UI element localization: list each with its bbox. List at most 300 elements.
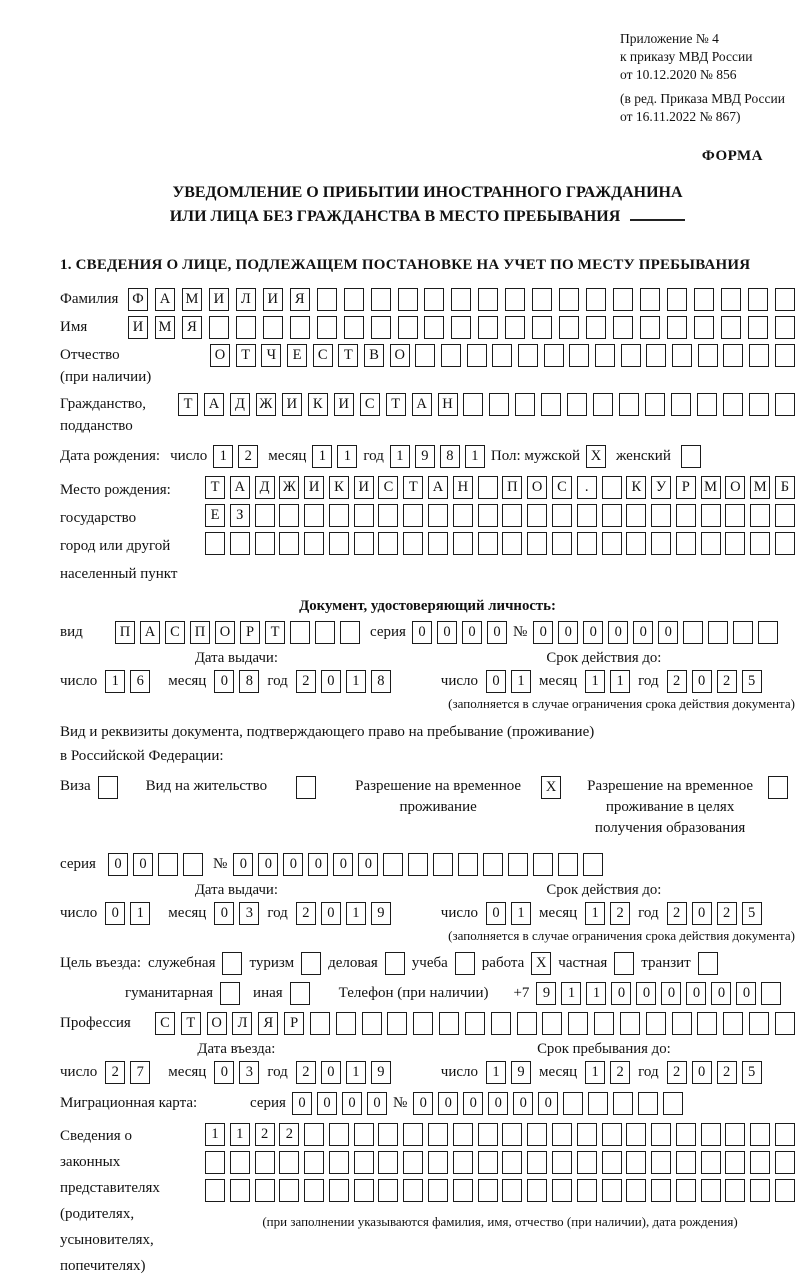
form-cell[interactable]: И	[263, 288, 283, 311]
form-cell[interactable]	[567, 393, 587, 416]
form-cell[interactable]	[205, 1179, 225, 1202]
form-cell[interactable]: И	[282, 393, 302, 416]
form-cell[interactable]	[371, 288, 391, 311]
form-cell[interactable]	[640, 316, 660, 339]
form-cell[interactable]: 2	[667, 1061, 687, 1084]
form-cell[interactable]	[761, 982, 781, 1005]
form-cell[interactable]	[626, 1179, 646, 1202]
form-cell[interactable]: 1	[230, 1123, 250, 1146]
form-cell[interactable]	[439, 1012, 459, 1035]
form-cell[interactable]	[595, 344, 615, 367]
form-cell[interactable]	[775, 532, 795, 555]
form-cell[interactable]	[542, 1012, 562, 1035]
form-cell[interactable]: Е	[205, 504, 225, 527]
form-cell[interactable]: 0	[367, 1092, 387, 1115]
form-cell[interactable]: Ч	[261, 344, 281, 367]
form-cell[interactable]	[403, 1123, 423, 1146]
form-cell[interactable]: И	[304, 476, 324, 499]
form-cell[interactable]: 0	[661, 982, 681, 1005]
form-cell[interactable]	[205, 1151, 225, 1174]
form-cell[interactable]	[502, 1123, 522, 1146]
form-cell[interactable]: П	[190, 621, 210, 644]
form-cell[interactable]: К	[626, 476, 646, 499]
form-cell[interactable]	[428, 1179, 448, 1202]
form-cell[interactable]	[613, 316, 633, 339]
form-cell[interactable]	[378, 1151, 398, 1174]
form-cell[interactable]: И	[354, 476, 374, 499]
form-cell[interactable]	[255, 1179, 275, 1202]
form-cell[interactable]	[403, 1151, 423, 1174]
form-cell[interactable]	[544, 344, 564, 367]
form-cell[interactable]: X	[531, 952, 551, 975]
form-cell[interactable]	[697, 393, 717, 416]
form-cell[interactable]	[602, 532, 622, 555]
form-cell[interactable]	[750, 1123, 770, 1146]
form-cell[interactable]	[354, 532, 374, 555]
form-cell[interactable]	[527, 504, 547, 527]
form-cell[interactable]	[387, 1012, 407, 1035]
form-cell[interactable]: 0	[736, 982, 756, 1005]
form-cell[interactable]: 0	[321, 902, 341, 925]
form-cell[interactable]	[552, 504, 572, 527]
form-cell[interactable]: О	[207, 1012, 227, 1035]
form-cell[interactable]	[775, 1123, 795, 1146]
form-cell[interactable]	[775, 504, 795, 527]
form-cell[interactable]: Р	[240, 621, 260, 644]
form-cell[interactable]	[428, 1123, 448, 1146]
form-cell[interactable]: О	[390, 344, 410, 367]
form-cell[interactable]: Е	[287, 344, 307, 367]
form-cell[interactable]: 1	[312, 445, 332, 468]
form-cell[interactable]	[725, 1179, 745, 1202]
form-cell[interactable]	[398, 288, 418, 311]
form-cell[interactable]: 0	[463, 1092, 483, 1115]
form-cell[interactable]	[304, 1123, 324, 1146]
form-cell[interactable]	[698, 952, 718, 975]
form-cell[interactable]	[552, 532, 572, 555]
form-cell[interactable]: 0	[611, 982, 631, 1005]
form-cell[interactable]	[279, 504, 299, 527]
form-cell[interactable]	[279, 532, 299, 555]
form-cell[interactable]	[626, 1151, 646, 1174]
form-cell[interactable]: 2	[296, 902, 316, 925]
form-cell[interactable]	[527, 532, 547, 555]
form-cell[interactable]	[723, 393, 743, 416]
form-cell[interactable]: П	[502, 476, 522, 499]
form-cell[interactable]: Т	[265, 621, 285, 644]
form-cell[interactable]: И	[209, 288, 229, 311]
form-cell[interactable]: 2	[105, 1061, 125, 1084]
form-cell[interactable]	[750, 1179, 770, 1202]
form-cell[interactable]: 1	[586, 982, 606, 1005]
form-cell[interactable]	[329, 504, 349, 527]
form-cell[interactable]	[378, 1179, 398, 1202]
form-cell[interactable]	[697, 1012, 717, 1035]
form-cell[interactable]: 6	[130, 670, 150, 693]
form-cell[interactable]: Я	[290, 288, 310, 311]
form-cell[interactable]	[279, 1179, 299, 1202]
form-cell[interactable]	[433, 853, 453, 876]
form-cell[interactable]	[527, 1179, 547, 1202]
form-cell[interactable]	[518, 344, 538, 367]
form-cell[interactable]	[701, 532, 721, 555]
form-cell[interactable]: З	[230, 504, 250, 527]
form-cell[interactable]: .	[577, 476, 597, 499]
form-cell[interactable]	[428, 1151, 448, 1174]
form-cell[interactable]: Я	[182, 316, 202, 339]
form-cell[interactable]	[478, 1151, 498, 1174]
form-cell[interactable]	[577, 1179, 597, 1202]
form-cell[interactable]: 0	[513, 1092, 533, 1115]
form-cell[interactable]: 9	[511, 1061, 531, 1084]
form-cell[interactable]	[577, 532, 597, 555]
form-cell[interactable]: 0	[437, 621, 457, 644]
form-cell[interactable]	[568, 1012, 588, 1035]
form-cell[interactable]	[733, 621, 753, 644]
form-cell[interactable]	[681, 445, 701, 468]
form-cell[interactable]: 0	[692, 670, 712, 693]
form-cell[interactable]	[614, 952, 634, 975]
form-cell[interactable]	[502, 1179, 522, 1202]
form-cell[interactable]	[230, 1151, 250, 1174]
form-cell[interactable]: 0	[636, 982, 656, 1005]
form-cell[interactable]	[594, 1012, 614, 1035]
form-cell[interactable]	[158, 853, 178, 876]
form-cell[interactable]	[230, 1179, 250, 1202]
form-cell[interactable]: Я	[258, 1012, 278, 1035]
form-cell[interactable]	[491, 1012, 511, 1035]
form-cell[interactable]	[317, 288, 337, 311]
form-cell[interactable]	[676, 532, 696, 555]
form-cell[interactable]	[408, 853, 428, 876]
form-cell[interactable]: 0	[108, 853, 128, 876]
form-cell[interactable]	[620, 1012, 640, 1035]
form-cell[interactable]	[586, 288, 606, 311]
form-cell[interactable]: 9	[371, 1061, 391, 1084]
form-cell[interactable]	[209, 316, 229, 339]
form-cell[interactable]: Т	[403, 476, 423, 499]
form-cell[interactable]	[750, 1151, 770, 1174]
form-cell[interactable]	[505, 288, 525, 311]
form-cell[interactable]	[329, 1123, 349, 1146]
form-cell[interactable]	[329, 1179, 349, 1202]
form-cell[interactable]: Л	[232, 1012, 252, 1035]
form-cell[interactable]	[428, 532, 448, 555]
form-cell[interactable]	[672, 1012, 692, 1035]
form-cell[interactable]: Д	[230, 393, 250, 416]
form-cell[interactable]	[403, 532, 423, 555]
form-cell[interactable]	[478, 532, 498, 555]
form-cell[interactable]	[683, 621, 703, 644]
form-cell[interactable]	[385, 952, 405, 975]
form-cell[interactable]: 0	[692, 902, 712, 925]
form-cell[interactable]	[301, 952, 321, 975]
form-cell[interactable]: 2	[610, 1061, 630, 1084]
form-cell[interactable]: Л	[236, 288, 256, 311]
form-cell[interactable]: П	[115, 621, 135, 644]
form-cell[interactable]	[517, 1012, 537, 1035]
form-cell[interactable]	[775, 393, 795, 416]
form-cell[interactable]: 0	[488, 1092, 508, 1115]
form-cell[interactable]	[626, 504, 646, 527]
form-cell[interactable]	[701, 504, 721, 527]
form-cell[interactable]: 0	[233, 853, 253, 876]
form-cell[interactable]	[296, 776, 316, 799]
form-cell[interactable]: Т	[236, 344, 256, 367]
form-cell[interactable]	[676, 1179, 696, 1202]
form-cell[interactable]	[502, 532, 522, 555]
form-cell[interactable]: О	[725, 476, 745, 499]
form-cell[interactable]	[694, 288, 714, 311]
form-cell[interactable]: М	[155, 316, 175, 339]
form-cell[interactable]: 1	[346, 1061, 366, 1084]
form-cell[interactable]	[413, 1012, 433, 1035]
form-cell[interactable]: М	[182, 288, 202, 311]
form-cell[interactable]	[458, 853, 478, 876]
form-cell[interactable]	[667, 316, 687, 339]
form-cell[interactable]: А	[140, 621, 160, 644]
form-cell[interactable]	[478, 288, 498, 311]
form-cell[interactable]: 8	[371, 670, 391, 693]
form-cell[interactable]: 1	[585, 902, 605, 925]
form-cell[interactable]	[455, 952, 475, 975]
form-cell[interactable]: 0	[413, 1092, 433, 1115]
form-cell[interactable]: 2	[296, 1061, 316, 1084]
form-cell[interactable]	[552, 1123, 572, 1146]
form-cell[interactable]	[527, 1151, 547, 1174]
form-cell[interactable]: 1	[511, 670, 531, 693]
form-cell[interactable]: 7	[130, 1061, 150, 1084]
form-cell[interactable]: 2	[238, 445, 258, 468]
form-cell[interactable]: 0	[214, 670, 234, 693]
form-cell[interactable]: 0	[214, 1061, 234, 1084]
form-cell[interactable]: Р	[676, 476, 696, 499]
form-cell[interactable]	[205, 532, 225, 555]
form-cell[interactable]	[304, 532, 324, 555]
form-cell[interactable]	[559, 316, 579, 339]
form-cell[interactable]: 0	[486, 902, 506, 925]
form-cell[interactable]	[569, 344, 589, 367]
form-cell[interactable]: 0	[462, 621, 482, 644]
form-cell[interactable]	[403, 504, 423, 527]
form-cell[interactable]: 0	[608, 621, 628, 644]
form-cell[interactable]	[354, 1179, 374, 1202]
form-cell[interactable]	[255, 1151, 275, 1174]
form-cell[interactable]	[593, 393, 613, 416]
form-cell[interactable]	[441, 344, 461, 367]
form-cell[interactable]: Ж	[279, 476, 299, 499]
form-cell[interactable]	[721, 288, 741, 311]
form-cell[interactable]: С	[378, 476, 398, 499]
form-cell[interactable]: 0	[583, 621, 603, 644]
form-cell[interactable]	[220, 982, 240, 1005]
form-cell[interactable]	[453, 1151, 473, 1174]
form-cell[interactable]: К	[308, 393, 328, 416]
form-cell[interactable]: О	[215, 621, 235, 644]
form-cell[interactable]	[750, 504, 770, 527]
form-cell[interactable]: И	[334, 393, 354, 416]
form-cell[interactable]: 1	[486, 1061, 506, 1084]
form-cell[interactable]: 0	[292, 1092, 312, 1115]
form-cell[interactable]	[602, 504, 622, 527]
form-cell[interactable]	[645, 393, 665, 416]
form-cell[interactable]	[478, 1123, 498, 1146]
form-cell[interactable]	[602, 1151, 622, 1174]
form-cell[interactable]	[371, 316, 391, 339]
form-cell[interactable]	[748, 288, 768, 311]
form-cell[interactable]: 1	[465, 445, 485, 468]
form-cell[interactable]	[453, 504, 473, 527]
form-cell[interactable]: 3	[239, 902, 259, 925]
form-cell[interactable]: В	[364, 344, 384, 367]
form-cell[interactable]: У	[651, 476, 671, 499]
form-cell[interactable]	[626, 532, 646, 555]
form-cell[interactable]	[768, 776, 788, 799]
form-cell[interactable]	[577, 504, 597, 527]
form-cell[interactable]: 1	[105, 670, 125, 693]
form-cell[interactable]: 9	[415, 445, 435, 468]
form-cell[interactable]	[453, 1123, 473, 1146]
form-cell[interactable]	[708, 621, 728, 644]
form-cell[interactable]: А	[230, 476, 250, 499]
form-cell[interactable]: 2	[279, 1123, 299, 1146]
form-cell[interactable]: И	[128, 316, 148, 339]
form-cell[interactable]	[613, 1092, 633, 1115]
form-cell[interactable]: Н	[438, 393, 458, 416]
form-cell[interactable]: 2	[717, 1061, 737, 1084]
form-cell[interactable]	[775, 344, 795, 367]
form-cell[interactable]: 2	[667, 902, 687, 925]
form-cell[interactable]: 0	[105, 902, 125, 925]
form-cell[interactable]	[354, 1123, 374, 1146]
form-cell[interactable]	[672, 344, 692, 367]
form-cell[interactable]: X	[586, 445, 606, 468]
form-cell[interactable]	[775, 1151, 795, 1174]
form-cell[interactable]: М	[701, 476, 721, 499]
form-cell[interactable]: 0	[486, 670, 506, 693]
form-cell[interactable]: 0	[258, 853, 278, 876]
form-cell[interactable]: 0	[692, 1061, 712, 1084]
form-cell[interactable]: Р	[284, 1012, 304, 1035]
form-cell[interactable]	[563, 1092, 583, 1115]
form-cell[interactable]: К	[329, 476, 349, 499]
form-cell[interactable]	[749, 393, 769, 416]
form-cell[interactable]	[640, 288, 660, 311]
form-cell[interactable]	[463, 393, 483, 416]
form-cell[interactable]	[329, 1151, 349, 1174]
form-cell[interactable]	[98, 776, 118, 799]
form-cell[interactable]	[577, 1123, 597, 1146]
form-cell[interactable]	[626, 1123, 646, 1146]
form-cell[interactable]	[532, 288, 552, 311]
form-cell[interactable]	[541, 393, 561, 416]
form-cell[interactable]	[378, 532, 398, 555]
form-cell[interactable]	[383, 853, 403, 876]
form-cell[interactable]: 9	[536, 982, 556, 1005]
form-cell[interactable]: Т	[178, 393, 198, 416]
form-cell[interactable]: 2	[610, 902, 630, 925]
form-cell[interactable]	[478, 476, 498, 499]
form-cell[interactable]	[663, 1092, 683, 1115]
form-cell[interactable]	[354, 504, 374, 527]
form-cell[interactable]	[552, 1179, 572, 1202]
form-cell[interactable]: 1	[561, 982, 581, 1005]
form-cell[interactable]: Т	[338, 344, 358, 367]
form-cell[interactable]: 0	[558, 621, 578, 644]
form-cell[interactable]	[701, 1123, 721, 1146]
form-cell[interactable]	[676, 1151, 696, 1174]
form-cell[interactable]	[467, 344, 487, 367]
form-cell[interactable]: 0	[538, 1092, 558, 1115]
form-cell[interactable]	[758, 621, 778, 644]
form-cell[interactable]	[230, 532, 250, 555]
form-cell[interactable]	[453, 1179, 473, 1202]
form-cell[interactable]	[304, 1179, 324, 1202]
form-cell[interactable]	[483, 853, 503, 876]
form-cell[interactable]: 1	[511, 902, 531, 925]
form-cell[interactable]	[378, 1123, 398, 1146]
form-cell[interactable]	[502, 1151, 522, 1174]
form-cell[interactable]: С	[165, 621, 185, 644]
form-cell[interactable]	[602, 476, 622, 499]
form-cell[interactable]	[310, 1012, 330, 1035]
form-cell[interactable]: 1	[130, 902, 150, 925]
form-cell[interactable]: 1	[346, 670, 366, 693]
form-cell[interactable]: Т	[181, 1012, 201, 1035]
form-cell[interactable]	[424, 316, 444, 339]
form-cell[interactable]: 9	[371, 902, 391, 925]
form-cell[interactable]	[651, 1151, 671, 1174]
form-cell[interactable]	[378, 504, 398, 527]
form-cell[interactable]	[255, 532, 275, 555]
form-cell[interactable]	[646, 344, 666, 367]
form-cell[interactable]	[533, 853, 553, 876]
form-cell[interactable]	[508, 853, 528, 876]
form-cell[interactable]	[613, 288, 633, 311]
form-cell[interactable]	[236, 316, 256, 339]
form-cell[interactable]: О	[527, 476, 547, 499]
form-cell[interactable]	[725, 504, 745, 527]
form-cell[interactable]	[775, 1012, 795, 1035]
form-cell[interactable]: 0	[438, 1092, 458, 1115]
form-cell[interactable]	[451, 288, 471, 311]
form-cell[interactable]: 5	[742, 670, 762, 693]
form-cell[interactable]	[489, 393, 509, 416]
form-cell[interactable]	[775, 288, 795, 311]
form-cell[interactable]	[315, 621, 335, 644]
form-cell[interactable]	[279, 1151, 299, 1174]
form-cell[interactable]: 0	[333, 853, 353, 876]
form-cell[interactable]	[183, 853, 203, 876]
form-cell[interactable]	[478, 1179, 498, 1202]
form-cell[interactable]	[651, 1179, 671, 1202]
form-cell[interactable]	[725, 532, 745, 555]
form-cell[interactable]	[552, 1151, 572, 1174]
form-cell[interactable]: 5	[742, 1061, 762, 1084]
form-cell[interactable]: X	[541, 776, 561, 799]
form-cell[interactable]	[424, 288, 444, 311]
form-cell[interactable]: 0	[321, 670, 341, 693]
form-cell[interactable]	[222, 952, 242, 975]
form-cell[interactable]	[290, 982, 310, 1005]
form-cell[interactable]: А	[428, 476, 448, 499]
form-cell[interactable]	[750, 532, 770, 555]
form-cell[interactable]: 5	[742, 902, 762, 925]
form-cell[interactable]: 0	[686, 982, 706, 1005]
form-cell[interactable]	[478, 316, 498, 339]
form-cell[interactable]	[646, 1012, 666, 1035]
form-cell[interactable]	[515, 393, 535, 416]
